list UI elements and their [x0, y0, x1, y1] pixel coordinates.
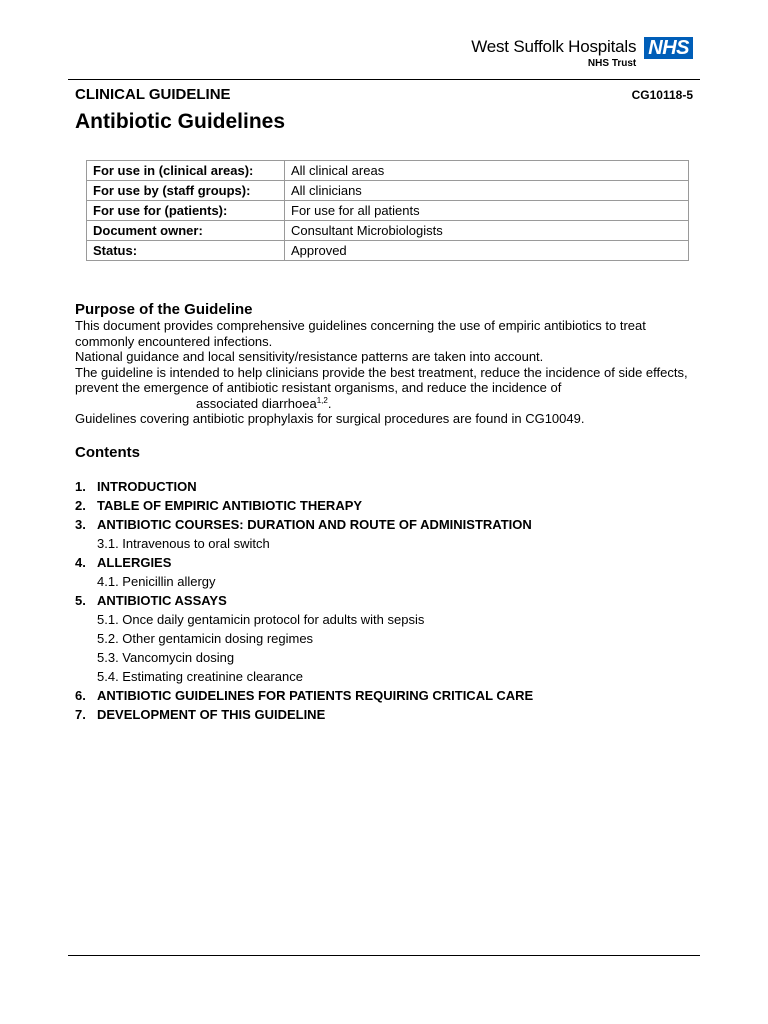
info-label: For use in (clinical areas):	[87, 161, 285, 181]
item-number: 6.	[75, 688, 86, 703]
item-label: 3.1. Intravenous to oral switch	[97, 536, 270, 551]
info-label: For use for (patients):	[87, 201, 285, 221]
info-label: Document owner:	[87, 221, 285, 241]
item-number: 4.	[75, 555, 86, 570]
purpose-paragraph-continued	[75, 396, 695, 412]
contents-item[interactable]	[75, 553, 533, 572]
purpose-paragraph: The guideline is intended to help clinicians provide the best treatment, reduce the incidence of side effects, prevent the emergence of antibiotic resistant organisms, and reduce the incidence of	[75, 364, 688, 395]
item-label: 5.1. Once daily gentamicin protocol for adults with sepsis	[97, 612, 425, 627]
contents-subitem[interactable]	[75, 534, 533, 553]
item-label: DEVELOPMENT OF THIS GUIDELINE	[97, 707, 326, 722]
info-value: All clinicians	[285, 181, 689, 201]
table-row	[87, 241, 689, 261]
contents-item[interactable]	[75, 705, 533, 724]
item-number: 3.	[75, 517, 86, 532]
reference-superscript: 1,2	[316, 395, 328, 405]
table-row	[87, 221, 689, 241]
trust-logo	[471, 36, 693, 70]
purpose-text: associated diarrhoea	[196, 395, 317, 411]
contents-subitem[interactable]	[75, 667, 533, 686]
logo-text	[471, 36, 636, 70]
footer-divider	[68, 955, 700, 956]
purpose-heading: Purpose of the Guideline	[75, 301, 253, 318]
info-label: Status:	[87, 241, 285, 261]
table-row	[87, 181, 689, 201]
item-label: 5.2. Other gentamicin dosing regimes	[97, 631, 314, 646]
info-label: For use by (staff groups):	[87, 181, 285, 201]
contents-list	[75, 477, 533, 724]
contents-item[interactable]	[75, 591, 533, 610]
item-label: ALLERGIES	[97, 555, 172, 570]
info-value: Consultant Microbiologists	[285, 221, 689, 241]
info-value: For use for all patients	[285, 201, 689, 221]
document-info-table	[86, 160, 689, 261]
header-row	[75, 86, 693, 103]
header-divider	[68, 79, 700, 80]
item-label: ANTIBIOTIC COURSES: DURATION AND ROUTE OF ADMINISTRATION	[97, 517, 532, 532]
page-title: Antibiotic Guidelines	[75, 110, 286, 133]
item-label: ANTIBIOTIC GUIDELINES FOR PATIENTS REQUIRING CRITICAL CARE	[97, 688, 534, 703]
purpose-body	[75, 318, 695, 427]
contents-item[interactable]	[75, 496, 533, 515]
document-code: CG10118-5	[631, 88, 693, 102]
purpose-text-end: .	[327, 395, 332, 411]
contents-item[interactable]	[75, 477, 533, 496]
purpose-paragraph: This document provides comprehensive guidelines concerning the use of empiric antibiotics to treat commonly encountered infections.	[75, 318, 646, 349]
item-label: 4.1. Penicillin allergy	[97, 574, 216, 589]
trust-name: NHS Trust	[587, 58, 637, 69]
organisation-name: West Suffolk Hospitals	[471, 37, 637, 56]
contents-subitem[interactable]	[75, 610, 533, 629]
contents-item[interactable]	[75, 686, 533, 705]
item-label: 5.4. Estimating creatinine clearance	[97, 669, 303, 684]
item-label: 5.3. Vancomycin dosing	[97, 650, 235, 665]
item-number: 2.	[75, 498, 86, 513]
contents-item[interactable]	[75, 515, 533, 534]
contents-heading: Contents	[75, 444, 140, 461]
item-label: ANTIBIOTIC ASSAYS	[97, 593, 227, 608]
item-label: INTRODUCTION	[97, 479, 197, 494]
nhs-badge: NHS	[644, 37, 693, 59]
item-label: TABLE OF EMPIRIC ANTIBIOTIC THERAPY	[97, 498, 363, 513]
item-number: 1.	[75, 479, 86, 494]
item-number: 7.	[75, 707, 86, 722]
info-value: All clinical areas	[285, 161, 689, 181]
contents-subitem[interactable]	[75, 629, 533, 648]
purpose-paragraph: Guidelines covering antibiotic prophylaxis for surgical procedures are found in CG10049.	[75, 411, 585, 426]
document-type: CLINICAL GUIDELINE	[75, 86, 231, 103]
contents-subitem[interactable]	[75, 572, 533, 591]
purpose-paragraph: National guidance and local sensitivity/resistance patterns are taken into account.	[75, 349, 544, 364]
item-number: 5.	[75, 593, 86, 608]
contents-subitem[interactable]	[75, 648, 533, 667]
info-value: Approved	[285, 241, 689, 261]
table-row	[87, 161, 689, 181]
table-row	[87, 201, 689, 221]
